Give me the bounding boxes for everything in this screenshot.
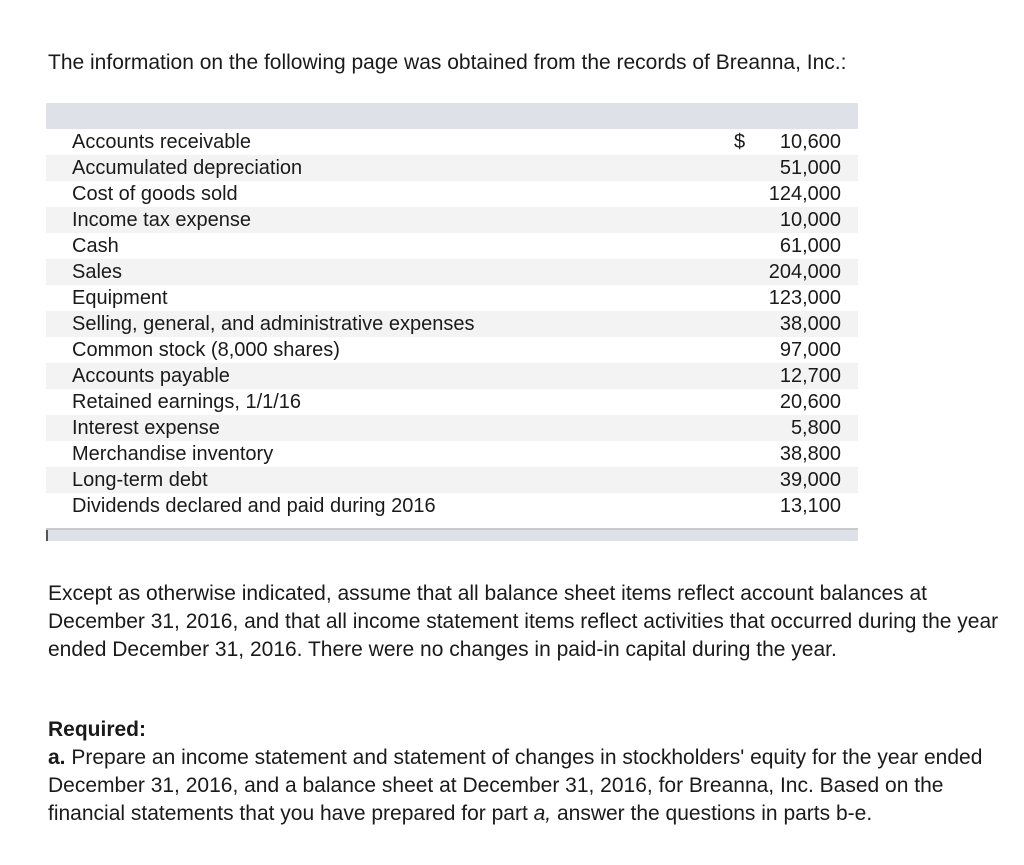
assumptions-paragraph: Except as otherwise indicated, assume that all balance sheet items reflect account balances at December 31, 2016, and that all income statement items reflect activities that occurred during the year ended December 31, 2016. There were no changes in paid-in capital during the year. [48,582,999,661]
table-header-bar [46,103,858,129]
row-label: Equipment [72,287,168,309]
row-amount: 204,000 [768,261,841,283]
part-a-italic: a, [533,802,552,825]
table-row [46,311,858,337]
table-row [46,389,858,415]
table-row [46,155,858,181]
table-row [46,493,858,519]
row-label: Sales [72,261,123,283]
row-label: Retained earnings, 1/1/16 [72,391,302,413]
row-amount: 38,800 [779,443,841,465]
currency-symbol: $ [734,131,746,153]
row-label: Long-term debt [72,469,208,491]
row-label: Accumulated depreciation [72,157,303,179]
row-amount: 124,000 [768,183,841,205]
part-a-text-after: answer the questions in parts b-e. [551,802,873,825]
table-footer-tick [46,530,48,541]
row-label: Income tax expense [72,209,251,231]
part-a-label: a. [48,746,66,769]
intro-text: The information on the following page was obtained from the records of Breanna, Inc.: [48,51,847,74]
row-label: Cash [72,235,119,257]
table-row [46,363,858,389]
row-label: Dividends declared and paid during 2016 [72,495,436,517]
row-label: Accounts payable [72,365,230,387]
row-amount: 61,000 [779,235,841,257]
table-row [46,259,858,285]
table-row [46,441,858,467]
row-label: Accounts receivable [72,131,251,153]
row-amount: 39,000 [779,469,841,491]
row-amount: 20,600 [779,391,841,413]
row-amount: 97,000 [779,339,841,361]
table-footer-bar [46,530,858,541]
row-label: Common stock (8,000 shares) [72,339,340,361]
row-amount: 13,100 [779,495,841,517]
required-heading: Required: [48,718,147,741]
required-part-a [48,744,1018,828]
row-amount: 123,000 [768,287,841,309]
row-amount: 5,800 [790,417,841,439]
account-balances-table [46,103,858,541]
part-a-text-before: Prepare an income statement and statement of changes in stockholders' equity for the year ended December 31, 2016, and a balance sheet at December 31, 2016, for Breanna, Inc. Based on the financial statements that you have prepared for part [48,746,983,825]
row-label: Selling, general, and administrative expenses [72,313,475,335]
row-amount: 51,000 [779,157,841,179]
table-row [46,467,858,493]
table-row [46,233,858,259]
table-row [46,337,858,363]
row-amount: 38,000 [779,313,841,335]
table-row [46,129,858,155]
row-label: Interest expense [72,417,220,439]
table-row [46,415,858,441]
table-row [46,181,858,207]
row-label: Merchandise inventory [72,443,274,465]
table-row [46,285,858,311]
row-amount: 12,700 [779,365,841,387]
table-row [46,207,858,233]
row-label: Cost of goods sold [72,183,238,205]
row-amount: 10,600 [779,131,841,153]
row-amount: 10,000 [779,209,841,231]
